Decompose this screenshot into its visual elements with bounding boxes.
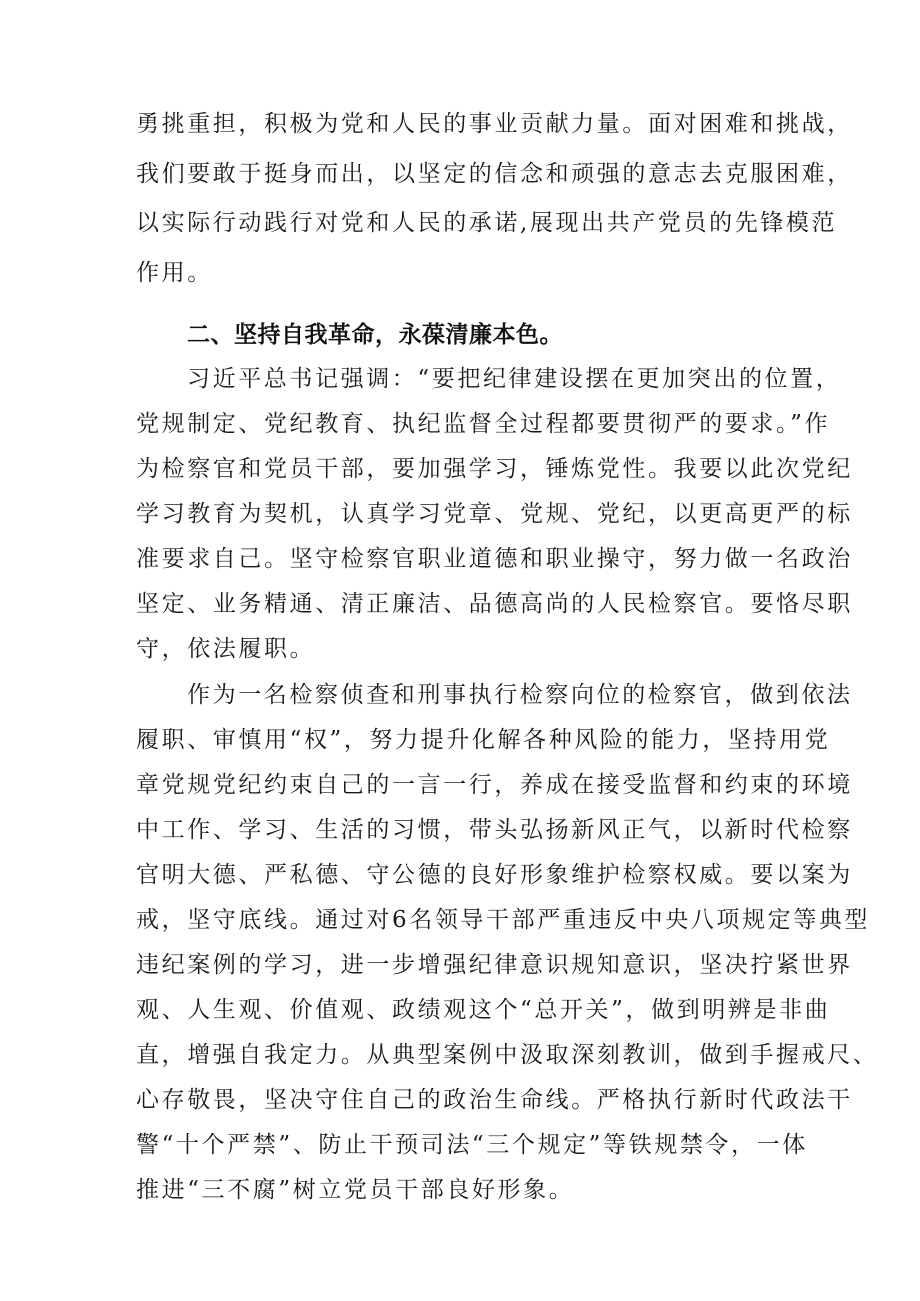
body-text-line: 推进“三不腐”树立党员干部良好形象。 bbox=[136, 1177, 575, 1203]
body-text-line: 为检察官和党员干部，要加强学习，锤炼党性。我要以此次党纪 bbox=[136, 456, 853, 482]
body-text-line: 观、人生观、价值观、政绩观这个“总开关”，做到明辨是非曲 bbox=[136, 997, 831, 1023]
body-text-line: 作用。 bbox=[136, 260, 213, 286]
body-text-line: 准要求自己。坚守检察官职业道德和职业操守，努力做一名政治 bbox=[136, 546, 853, 572]
body-text-line: 直，增强自我定力。从典型案例中汲取深刻教训，做到手握戒尺、 bbox=[136, 1042, 879, 1068]
section-heading: 二、坚持自我革命，永葆清廉本色。 bbox=[187, 322, 563, 348]
paragraph-first-line: 作为一名检察侦查和刑事执行检察向位的检察官，做到依法 bbox=[187, 682, 853, 708]
body-text-line: 履职、审慎用“权”，努力提升化解各种风险的能力，坚持用党 bbox=[136, 727, 831, 753]
body-text-line: 守，依法履职。 bbox=[136, 636, 316, 662]
body-text-line: 章党规党纪约束自己的一言一行，养成在接受监督和约束的环境 bbox=[136, 772, 853, 798]
body-text-line: 学习教育为契机，认真学习党章、党规、党纪，以更高更严的标 bbox=[136, 501, 853, 527]
body-text-line: 党规制定、党纪教育、执纪监督全过程都要贯彻严的要求。”作 bbox=[136, 411, 831, 437]
paragraph-first-line: 习近平总书记强调：“要把纪律建设摆在更加突出的位置， bbox=[187, 366, 842, 392]
body-text-line: 违纪案例的学习，进一步增强纪律意识规知意识，坚决拧紧世界 bbox=[136, 952, 853, 978]
body-text-line: 以实际行动践行对党和人民的承诺,展现出共产党员的先锋模范 bbox=[136, 210, 838, 236]
body-text-line: 坚定、业务精通、清正廉洁、品德高尚的人民检察官。要恪尽职 bbox=[136, 591, 853, 617]
body-text-line: 戒，坚守底线。通过对6名领导干部严重违反中央八项规定等典型 bbox=[136, 907, 871, 933]
body-text-line: 勇挑重担，积极为党和人民的事业贡献力量。面对困难和挑战， bbox=[136, 111, 853, 137]
body-text-line: 心存敬畏，坚决守住自己的政治生命线。严格执行新时代政法干 bbox=[136, 1087, 853, 1113]
body-text-line: 我们要敢于挺身而出，以坚定的信念和顽强的意志去克服困难， bbox=[136, 161, 853, 187]
body-text-line: 中工作、学习、生活的习惯，带头弘扬新风正气，以新时代检察 bbox=[136, 817, 853, 843]
body-text-line: 警“十个严禁”、防止干预司法“三个规定”等铁规禁令，一体 bbox=[136, 1132, 808, 1158]
body-text-line: 官明大德、严私德、守公德的良好形象维护检察权威。要以案为 bbox=[136, 862, 853, 888]
